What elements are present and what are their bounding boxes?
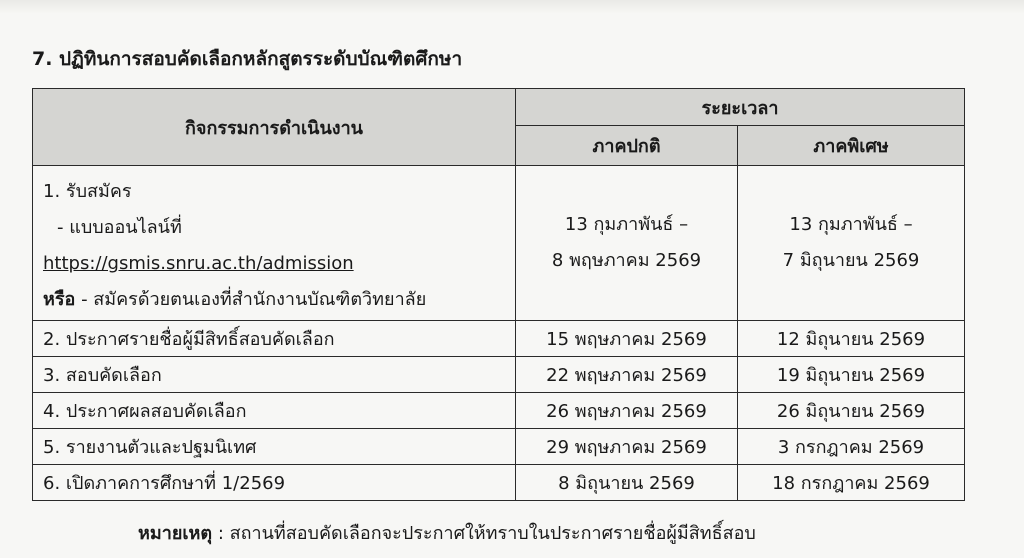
registration-title: 1. รับสมัคร (43, 181, 132, 202)
regular-date-cell: 8 มิถุนายน 2569 (516, 465, 738, 501)
special-start: 13 กุมภาพันธ์ – (789, 214, 913, 235)
admission-link[interactable]: https://gsmis.snru.ac.th/admission (43, 253, 354, 274)
regular-date-cell: 22 พฤษภาคม 2569 (516, 357, 738, 393)
registration-regular-period (516, 166, 738, 321)
header-activity: กิจกรรมการดำเนินงาน (33, 89, 516, 166)
table-row (33, 357, 965, 393)
activity-cell: 4. ประกาศผลสอบคัดเลือก (33, 393, 516, 429)
registration-online: - แบบออนไลน์ที่ (57, 217, 182, 238)
registration-special-period (738, 166, 965, 321)
special-date-cell: 18 กรกฎาคม 2569 (738, 465, 965, 501)
regular-date-cell: 15 พฤษภาคม 2569 (516, 321, 738, 357)
top-edge (0, 0, 1024, 14)
special-date-cell: 26 มิถุนายน 2569 (738, 393, 965, 429)
regular-start: 13 กุมภาพันธ์ – (564, 214, 689, 235)
footnote-text: : สถานที่สอบคัดเลือกจะประกาศให้ทราบในประกาศรายชื่อผู้มีสิทธิ์สอบ (212, 523, 756, 544)
registration-activity (33, 166, 516, 321)
table-row (33, 465, 965, 501)
special-end: 7 มิถุนายน 2569 (782, 250, 920, 271)
table-row (33, 393, 965, 429)
footnote-label: หมายเหตุ (138, 523, 213, 544)
header-period: ระยะเวลา (516, 89, 965, 126)
activity-cell: 5. รายงานตัวและปฐมนิเทศ (33, 429, 516, 465)
activity-cell: 6. เปิดภาคการศึกษาที่ 1/2569 (33, 465, 516, 501)
or-label: หรือ (43, 289, 76, 310)
special-date-cell: 3 กรกฎาคม 2569 (738, 429, 965, 465)
schedule-table (32, 88, 965, 501)
table-row (33, 321, 965, 357)
footnote (138, 518, 756, 547)
registration-in-person: - สมัครด้วยตนเองที่สำนักงานบัณฑิตวิทยาลัย (75, 289, 427, 310)
special-date-cell: 12 มิถุนายน 2569 (738, 321, 965, 357)
table-row (33, 429, 965, 465)
header-special: ภาคพิเศษ (738, 126, 965, 166)
activity-cell: 3. สอบคัดเลือก (33, 357, 516, 393)
regular-end: 8 พฤษภาคม 2569 (551, 250, 702, 271)
regular-date-cell: 26 พฤษภาคม 2569 (516, 393, 738, 429)
regular-date-cell: 29 พฤษภาคม 2569 (516, 429, 738, 465)
activity-cell: 2. ประกาศรายชื่อผู้มีสิทธิ์สอบคัดเลือก (33, 321, 516, 357)
special-date-cell: 19 มิถุนายน 2569 (738, 357, 965, 393)
table-row-registration (33, 166, 965, 321)
section-heading: 7. ปฏิทินการสอบคัดเลือกหลักสูตรระดับบัณฑิตศึกษา (32, 48, 463, 70)
header-regular: ภาคปกติ (516, 126, 738, 166)
